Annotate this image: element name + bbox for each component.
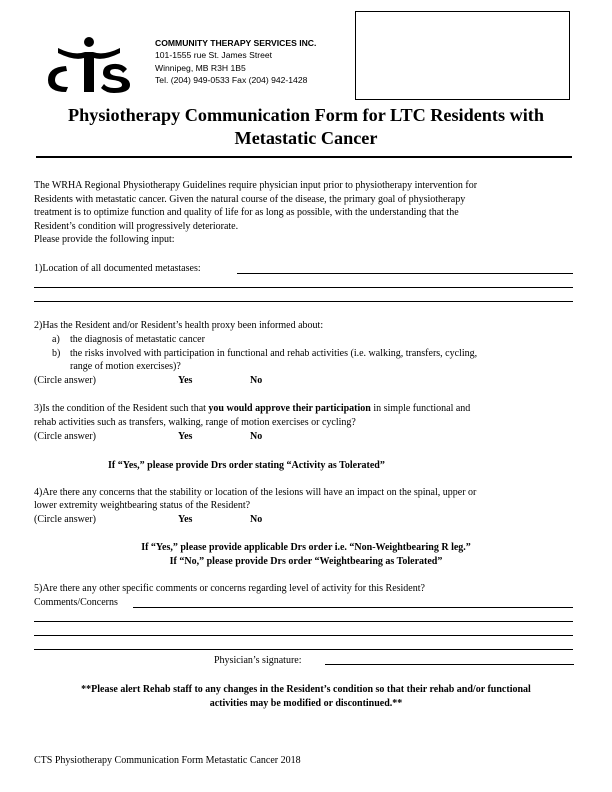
q4-note-yes: If “Yes,” please provide applicable Drs order i.e. “Non-Weightbearing R leg.”: [141, 542, 471, 553]
comments-line2[interactable]: [34, 621, 573, 622]
q3-line2: rehab activities such as transfers, walking, range of motion exercises or cycling?: [34, 417, 356, 428]
q4-note-no: If “No,” please provide Drs order “Weightbearing as Tolerated”: [169, 555, 443, 567]
q4-no-option[interactable]: No: [250, 514, 263, 525]
form-title-line1: Physiotherapy Communication Form for LTC Residents with: [68, 105, 544, 125]
signature-label: Physician’s signature:: [214, 655, 302, 666]
footer-text: CTS Physiotherapy Communication Form Metastatic Cancer 2018: [34, 755, 301, 766]
q2-b-text2: range of motion exercises)?: [70, 361, 181, 372]
intro-line3: treatment is to optimize function and quality of life for as long as possible, with the understanding that the: [34, 207, 459, 219]
q1-answer-line1[interactable]: [237, 273, 573, 274]
q3-line1: [34, 402, 470, 416]
q1-label: 1)Location of all documented metastases:: [34, 263, 201, 274]
q3-line1-bold: you would approve their participation: [208, 403, 371, 414]
q3-circle-label: (Circle answer): [34, 431, 96, 442]
alert-line2: activities may be modified or discontinued.**: [209, 697, 403, 709]
q2-a-marker: a): [52, 334, 60, 345]
cts-logo: [44, 36, 134, 94]
q2-a-text: the diagnosis of metastatic cancer: [70, 334, 205, 345]
comments-label: Comments/Concerns: [34, 597, 118, 608]
comments-line4[interactable]: [34, 649, 573, 650]
form-title-line2: Metastatic Cancer: [234, 128, 378, 148]
q4-line1: 4)Are there any concerns that the stability or location of the lesions will have an impact on the spinal, upper or: [34, 487, 477, 498]
signature-line[interactable]: [325, 664, 574, 665]
q1-answer-line2[interactable]: [34, 287, 573, 288]
q2-circle-label: (Circle answer): [34, 375, 96, 386]
q3-note: [108, 459, 385, 473]
q3-note-bold: If “Yes,” please provide Drs order stating: [108, 460, 287, 471]
q4-circle-label: (Circle answer): [34, 514, 96, 525]
q4-yes-option[interactable]: Yes: [178, 514, 193, 525]
org-phone: Tel. (204) 949-0533 Fax (204) 942-1428: [155, 75, 308, 86]
comments-line1[interactable]: [133, 607, 573, 608]
q3-no-option[interactable]: No: [250, 431, 263, 442]
intro-line4: Resident’s condition will progressively deteriorate.: [34, 220, 239, 232]
q1-answer-line3[interactable]: [34, 301, 573, 302]
q2-no-option[interactable]: No: [250, 375, 263, 386]
q2-yes-option[interactable]: Yes: [178, 375, 193, 386]
alert-line1: **Please alert Rehab staff to any changes in the Resident’s condition so that their rehab and/or functional: [81, 684, 531, 695]
q3-line1-post: in simple functional and: [370, 403, 471, 414]
q2-b-marker: b): [52, 348, 61, 359]
intro-line5: Please provide the following input:: [34, 234, 175, 246]
q3-note-plain: “Activity as Tolerated”: [286, 460, 385, 471]
resident-label-box[interactable]: [355, 11, 570, 100]
org-name: COMMUNITY THERAPY SERVICES INC.: [155, 38, 317, 48]
intro-line1: The WRHA Regional Physiotherapy Guidelines require physician input prior to physiotherapy intervention for: [34, 180, 478, 191]
q2-label: 2)Has the Resident and/or Resident’s health proxy been informed about:: [34, 320, 324, 331]
q5-label: 5)Are there any other specific comments or concerns regarding level of activity for this Resident?: [34, 583, 425, 594]
org-address-line2: Winnipeg, MB R3H 1B5: [155, 62, 246, 73]
intro-line2: Residents with metastatic cancer. Given the natural course of the disease, the primary goal of physiotherapy: [34, 193, 466, 205]
q2-b-text1: the risks involved with participation in functional and rehab activities (i.e. walking, transfers, cycling,: [70, 348, 478, 359]
q3-line1-pre: 3)Is the condition of the Resident such that: [34, 403, 209, 414]
org-address-line1: 101-1555 rue St. James Street: [155, 50, 273, 61]
comments-line3[interactable]: [34, 635, 573, 636]
q4-line2: lower extremity weightbearing status of the Resident?: [34, 500, 251, 511]
title-rule: [36, 156, 572, 158]
q3-yes-option[interactable]: Yes: [178, 431, 193, 442]
